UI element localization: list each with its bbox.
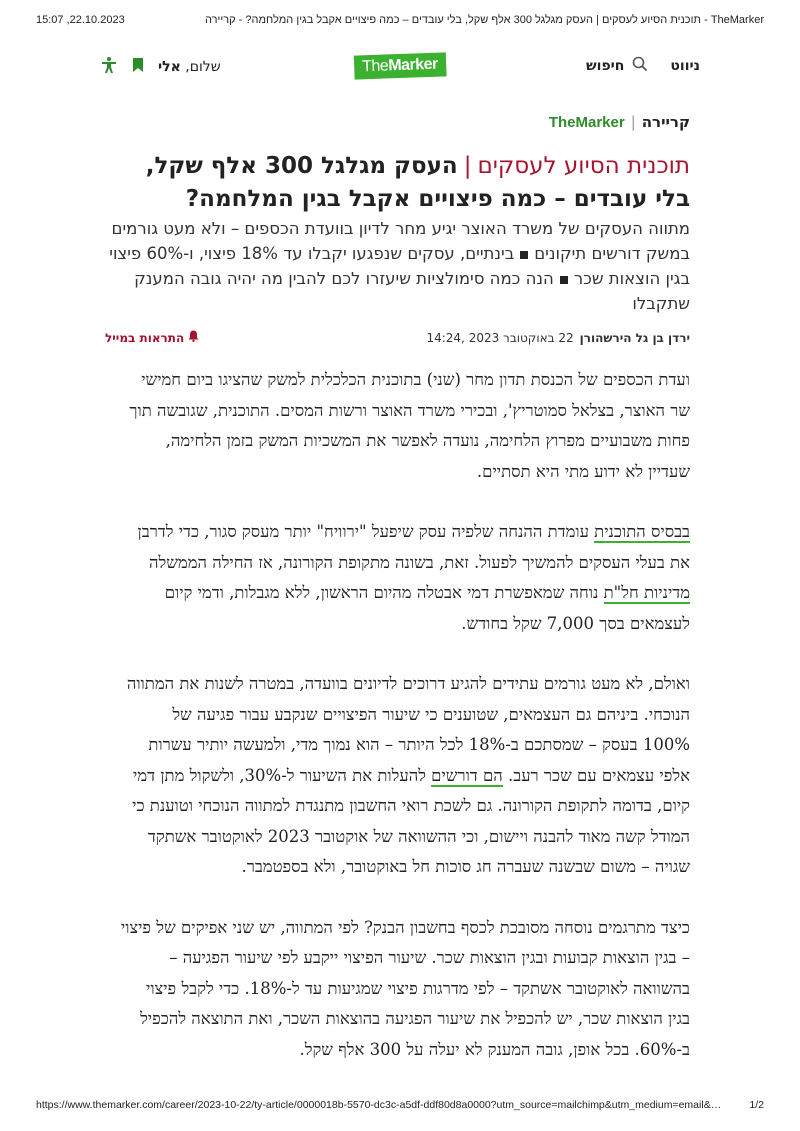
byline bbox=[105, 330, 690, 345]
headline-kicker: תוכנית הסיוע לעסקים bbox=[477, 153, 690, 179]
user-greeting[interactable] bbox=[158, 59, 221, 75]
bookmark-icon[interactable] bbox=[132, 57, 144, 77]
author-name[interactable]: ירדן בן גל הירשהורן bbox=[579, 330, 690, 345]
paragraph-text: נוחה שמאפשרת דמי אבטלה מהיום הראשון, ללא מגבלות, ודמי קיום לעצמאים בסך 7,000 שקל בחודש. bbox=[164, 583, 690, 633]
bell-icon bbox=[188, 330, 199, 345]
inline-link[interactable]: הם דורשים bbox=[431, 765, 503, 785]
breadcrumb-separator: | bbox=[630, 113, 636, 131]
article-paragraph bbox=[120, 517, 690, 639]
print-timestamp: 15:07 ,22.10.2023 bbox=[36, 14, 125, 26]
page-number: 1/2 bbox=[749, 1099, 764, 1111]
breadcrumb bbox=[549, 113, 690, 131]
paragraph-text: להעלות את השיעור ל-30%, ולשקול מתן דמי קיום, בדומה לתקופת הקורונה. גם לשכת רואי החשבון מתנגדת למתווה הנוכחי וטוענת כי המודל קשה מאוד להבנה ויישום, וכי ההשוואה של אוקטובר 2023 לאוקטובר אשתקד שגויה – משום שבשנה שעברה חג סוכות חל באוקטובר, ולא בספטמבר. bbox=[132, 765, 690, 876]
article-paragraph bbox=[120, 669, 690, 883]
square-bullet-icon bbox=[560, 276, 568, 284]
search-button[interactable] bbox=[586, 56, 648, 76]
print-url: https://www.themarker.com/career/2023-10-22/ty-article/0000018b-5570-dc3c-a5df-ddf80d8a0000?utm_source=mailchimp&utm_medium=email&… bbox=[36, 1099, 722, 1111]
print-footer bbox=[36, 1099, 764, 1113]
article-paragraph: ועדת הכספים של הכנסת תדון מחר (שני) בתוכנית הכלכלית למשק שהציגו ביום חמישי שר האוצר, בצלאל סמוטריץ', ובכירי משרד האוצר ורשות המסים. התוכנית, שגובשה תוך פחות משבועיים מפרוץ הלחימה, נועדה לאפשר את המשכיות המשק בזמן הלחימה, שעדיין לא ידוע מתי היא תסתיים. bbox=[129, 370, 690, 481]
email-alerts-label: התראות במייל bbox=[105, 330, 185, 345]
paragraph-text: עומדת ההנחה שלפיה עסק שיפעל "ירוויח" יותר מעסק סגור, כדי לדרבן את בעלי העסקים להמשיך לפעול. זאת, בשונה מתקופת הקורונה, אז החילה הממשלה bbox=[137, 522, 690, 572]
square-bullet-icon bbox=[520, 251, 528, 259]
search-label: חיפוש bbox=[586, 58, 625, 74]
inline-link[interactable]: מדיניות חל"ת bbox=[603, 583, 690, 602]
site-header bbox=[100, 52, 700, 82]
print-page-title: TheMarker - תוכנית הסיוע לעסקים | העסק מגלגל 300 אלף שקל, בלי עובדים – כמה פיצויים אקבל בגין המלחמה? - קריירה bbox=[204, 14, 764, 26]
main-nav bbox=[586, 56, 700, 76]
breadcrumb-brand[interactable]: TheMarker bbox=[548, 113, 625, 131]
article-headline bbox=[110, 150, 690, 216]
user-area bbox=[100, 56, 221, 78]
inline-link[interactable]: בבסיס התוכנית bbox=[594, 522, 690, 541]
subtitle-part-1: מתווה העסקים של משרד האוצר יגיע מחר לדיון בוועדת הכספים – ולא מעט גורמים במשק דורשים תיקונים bbox=[111, 219, 690, 263]
article-body bbox=[120, 365, 690, 1095]
paragraph-text: ואולם, לא מעט גורמים עתידים להגיע דרוכים לדיונים בוועדה, במטרה לשנות את המתווה הנוכחי. ביניהם גם העצמאים, שטוענים כי שיעור הפיצויים שנקבע עבור פגיעה של 100% בעסק – שמסתכם ב-18% לכל היותר – הוא נמוך מדי, ולמעשה יותיר עשרות אלפי עצמאים עם שכר רעב. bbox=[126, 674, 690, 785]
headline-separator: | bbox=[463, 153, 472, 179]
user-name: אלי bbox=[158, 59, 181, 75]
article-paragraph: כיצד מתרגמים נוסחה מסובכת לכסף בחשבון הבנק? לפי המתווה, יש שני אפיקים של פיצוי – בגין הוצאות קבועות ובגין הוצאות שכר. שיעור הפיצוי ייקבע לפי שיעור הפגיעה – בהשוואה לאוקטובר אשתקד – לפי מדרגות פיצוי שמגיעות עד ל-18%. כדי לקבל פיצוי בגין הוצאות שכר, יש להכפיל את שיעור הפגיעה בהוצאות השכר, ואת התוצאה להכפיל ב-60%. בכל אופן, גובה המענק לא יעלה על 300 אלף שקל. bbox=[120, 917, 690, 1059]
subtitle-part-3: הנה כמה סימולציות שיעזרו לכם להבין מה יהיה גובה המענק שתקבלו bbox=[134, 269, 690, 313]
themarker-logo[interactable] bbox=[354, 52, 446, 79]
logo-the: The bbox=[361, 57, 389, 76]
article-subtitle bbox=[105, 216, 690, 316]
nav-menu-button[interactable] bbox=[670, 58, 700, 74]
print-header bbox=[36, 14, 764, 30]
search-icon bbox=[632, 56, 648, 76]
email-alerts-button[interactable] bbox=[105, 330, 199, 345]
headline-title: העסק מגלגל 300 אלף שקל, בלי עובדים – כמה פיצויים אקבל בגין המלחמה? bbox=[145, 153, 690, 212]
subtitle-part-2: בינתיים, עסקים שנפגעו יקבלו עד 18% פיצוי, ו-60% פיצוי בגין הוצאות שכר bbox=[109, 244, 690, 288]
greeting-text: שלום, bbox=[185, 59, 221, 75]
breadcrumb-section[interactable]: קריירה bbox=[641, 113, 690, 131]
accessibility-icon[interactable] bbox=[100, 56, 118, 78]
nav-label: ניווט bbox=[670, 58, 700, 74]
publish-date: 22 באוקטובר 2023 ,14:24 bbox=[426, 330, 574, 345]
logo-marker: Marker bbox=[387, 55, 439, 75]
